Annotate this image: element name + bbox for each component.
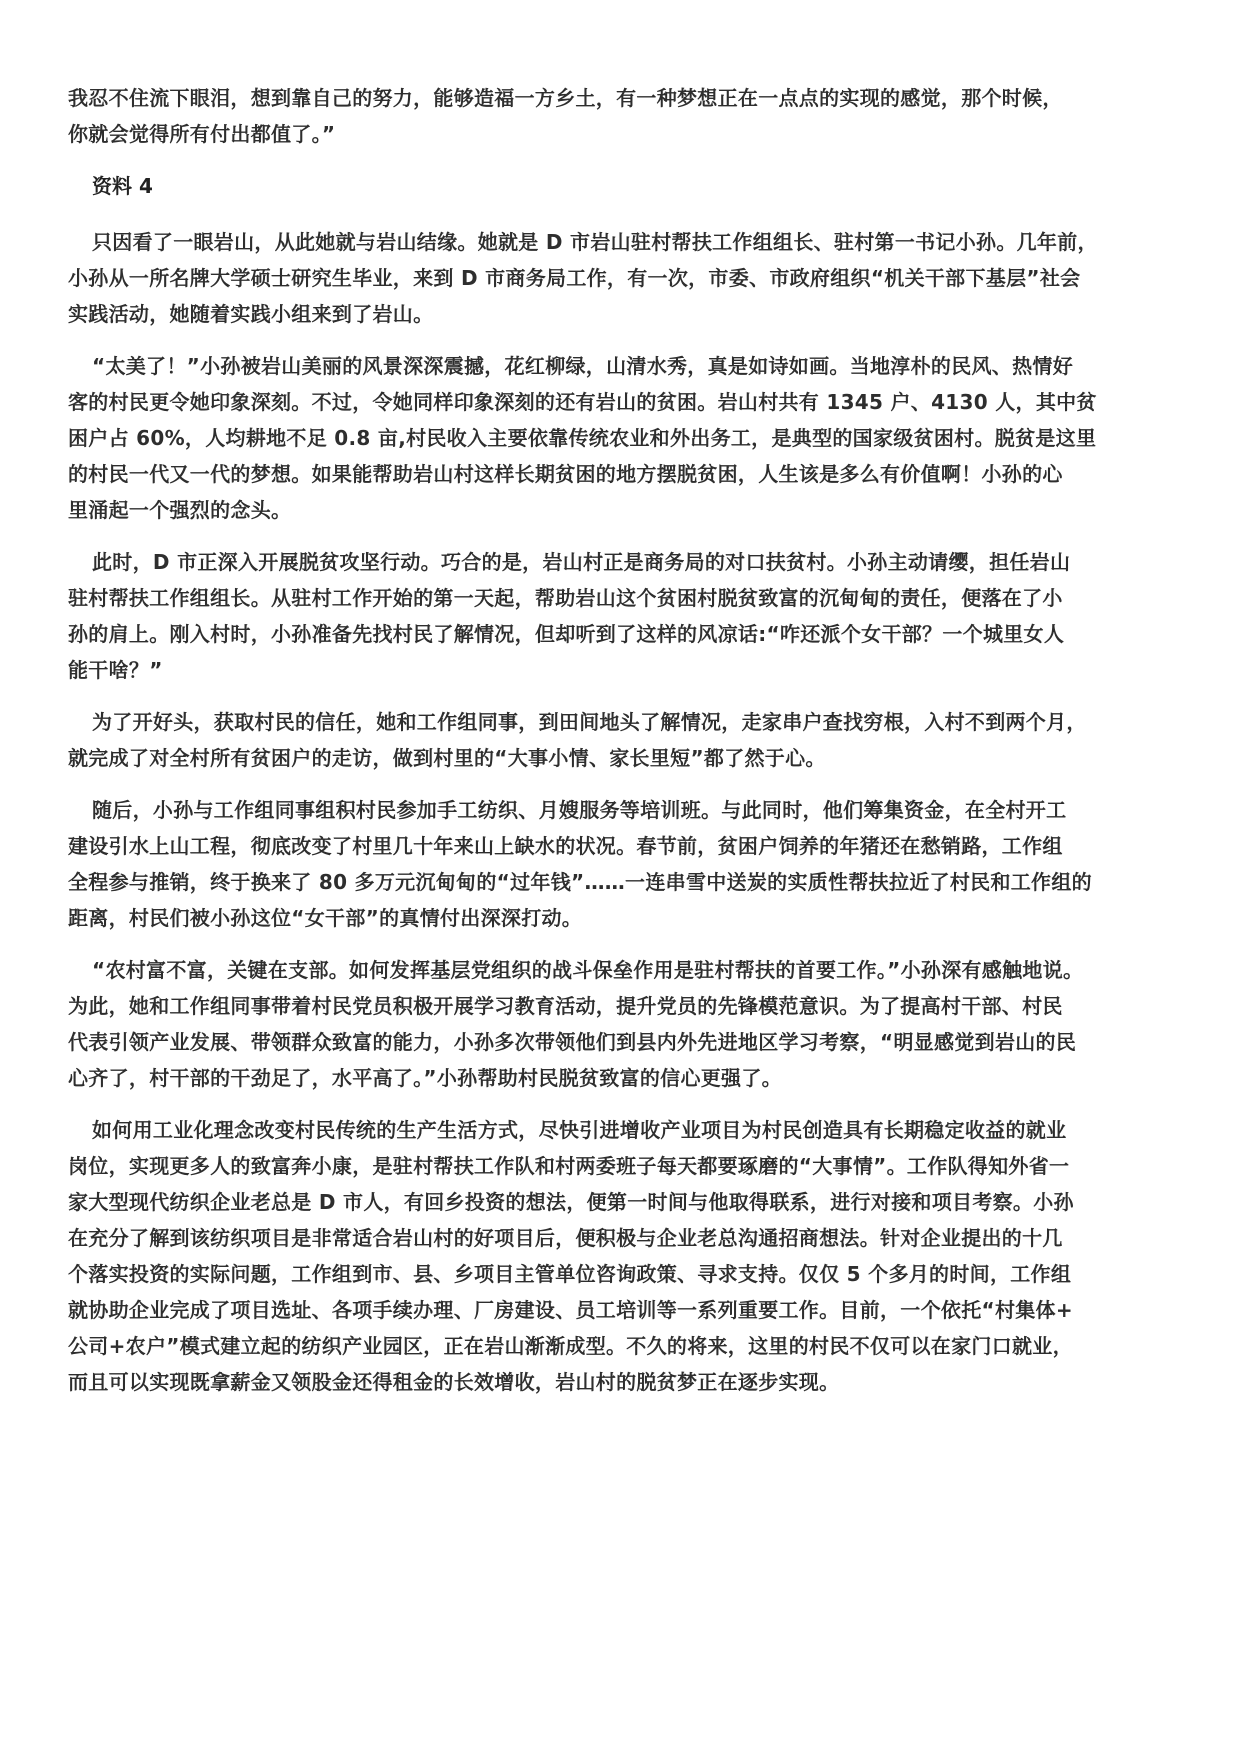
paragraph-line: 个落实投资的实际问题，工作组到市、县、乡项目主管单位咨询政策、寻求支持。仅仅 5 个多月的时间，工作组 — [68, 1262, 1072, 1286]
intro-paragraph — [68, 80, 1172, 152]
paragraph-line: 实践活动，她随着实践小组来到了岩山。 — [68, 302, 434, 326]
paragraph-line: 距离，村民们被小孙这位“女干部”的真情付出深深打动。 — [68, 906, 583, 930]
paragraph-5 — [68, 792, 1172, 936]
paragraph-line: 公司+农户”模式建立起的纺织产业园区，正在岩山渐渐成型。不久的将来，这里的村民不仅可以在家门口就业， — [68, 1334, 1073, 1358]
paragraph-line: 此时，D 市正深入开展脱贫攻坚行动。巧合的是，岩山村正是商务局的对口扶贫村。小孙主动请缨，担任岩山 — [92, 550, 1071, 574]
paragraph-6 — [68, 952, 1172, 1096]
paragraph-line: 困户占 60%，人均耕地不足 0.8 亩,村民收入主要依靠传统农业和外出务工，是典型的国家级贫困村。脱贫是这里 — [68, 426, 1097, 450]
paragraph-line: “农村富不富，关键在支部。如何发挥基层党组织的战斗保垒作用是驻村帮扶的首要工作。”小孙深有感触地说。 — [92, 958, 1084, 982]
paragraph-3 — [68, 544, 1172, 688]
paragraph-line: 在充分了解到该纺织项目是非常适合岩山村的好项目后，便积极与企业老总沟通招商想法。针对企业提出的十几 — [68, 1226, 1063, 1250]
paragraph-line: “太美了！”小孙被岩山美丽的风景深深震撼，花红柳绿，山清水秀，真是如诗如画。当地淳朴的民风、热情好 — [92, 354, 1073, 378]
paragraph-line: 你就会觉得所有付出都值了。” — [68, 122, 336, 146]
paragraph-line: 随后，小孙与工作组同事组积村民参加手工纺织、月嫂服务等培训班。与此同时，他们筹集资金，在全村开工 — [92, 798, 1067, 822]
paragraph-line: 为了开好头，获取村民的信任，她和工作组同事，到田间地头了解情况，走家串户查找穷根，入村不到两个月， — [92, 710, 1087, 734]
paragraph-line: 为此，她和工作组同事带着村民党员积极开展学习教育活动，提升党员的先锋模范意识。为了提高村干部、村民 — [68, 994, 1063, 1018]
paragraph-4 — [68, 704, 1172, 776]
paragraph-line: 驻村帮扶工作组组长。从驻村工作开始的第一天起，帮助岩山这个贫困村脱贫致富的沉甸甸的责任，便落在了小 — [68, 586, 1063, 610]
paragraph-line: 我忍不住流下眼泪，想到靠自己的努力，能够造福一方乡土，有一种梦想正在一点点的实现的感觉，那个时候， — [68, 86, 1063, 110]
paragraph-line: 的村民一代又一代的梦想。如果能帮助岩山村这样长期贫困的地方摆脱贫困，人生该是多么有价值啊！小孙的心 — [68, 462, 1063, 486]
document-page — [68, 80, 1172, 1416]
paragraph-line: 全程参与推销，终于换来了 80 多万元沉甸甸的“过年钱”……一连串雪中送炭的实质性帮扶拉近了村民和工作组的 — [68, 870, 1092, 894]
paragraph-7 — [68, 1112, 1172, 1400]
paragraph-line: 能干啥？” — [68, 658, 163, 682]
paragraph-2 — [68, 348, 1172, 528]
paragraph-line: 里涌起一个强烈的念头。 — [68, 498, 292, 522]
paragraph-line: 心齐了，村干部的干劲足了，水平高了。”小孙帮助村民脱贫致富的信心更强了。 — [68, 1066, 782, 1090]
paragraph-line: 小孙从一所名牌大学硕士研究生毕业，来到 D 市商务局工作，有一次，市委、市政府组织“机关干部下基层”社会 — [68, 266, 1081, 290]
paragraph-line: 岗位，实现更多人的致富奔小康，是驻村帮扶工作队和村两委班子每天都要琢磨的“大事情”。工作队得知外省一 — [68, 1154, 1070, 1178]
section-heading: 资料 4 — [92, 174, 153, 198]
paragraph-1 — [68, 224, 1172, 332]
paragraph-line: 代表引领产业发展、带领群众致富的能力，小孙多次带领他们到县内外先进地区学习考察，“明显感觉到岩山的民 — [68, 1030, 1077, 1054]
paragraph-line: 如何用工业化理念改变村民传统的生产生活方式，尽快引进增收产业项目为村民创造具有长期稳定收益的就业 — [92, 1118, 1067, 1142]
paragraph-line: 就协助企业完成了项目选址、各项手续办理、厂房建设、员工培训等一系列重要工作。目前，一个依托“村集体+ — [68, 1298, 1073, 1322]
paragraph-line: 孙的肩上。刚入村时，小孙准备先找村民了解情况，但却听到了这样的风凉话:“咋还派个女干部？一个城里女人 — [68, 622, 1065, 646]
paragraph-line: 家大型现代纺织企业老总是 D 市人，有回乡投资的想法，便第一时间与他取得联系，进行对接和项目考察。小孙 — [68, 1190, 1074, 1214]
paragraph-line: 建设引水上山工程，彻底改变了村里几十年来山上缺水的状况。春节前，贫困户饲养的年猪还在愁销路，工作组 — [68, 834, 1063, 858]
paragraph-line: 只因看了一眼岩山，从此她就与岩山结缘。她就是 D 市岩山驻村帮扶工作组组长、驻村第一书记小孙。几年前， — [92, 230, 1098, 254]
paragraph-line: 就完成了对全村所有贫困户的走访，做到村里的“大事小情、家长里短”都了然于心。 — [68, 746, 826, 770]
paragraph-line: 客的村民更令她印象深刻。不过，令她同样印象深刻的还有岩山的贫困。岩山村共有 1345 户、4130 人，其中贫 — [68, 390, 1097, 414]
paragraph-line: 而且可以实现既拿薪金又领股金还得租金的长效增收，岩山村的脱贫梦正在逐步实现。 — [68, 1370, 840, 1394]
